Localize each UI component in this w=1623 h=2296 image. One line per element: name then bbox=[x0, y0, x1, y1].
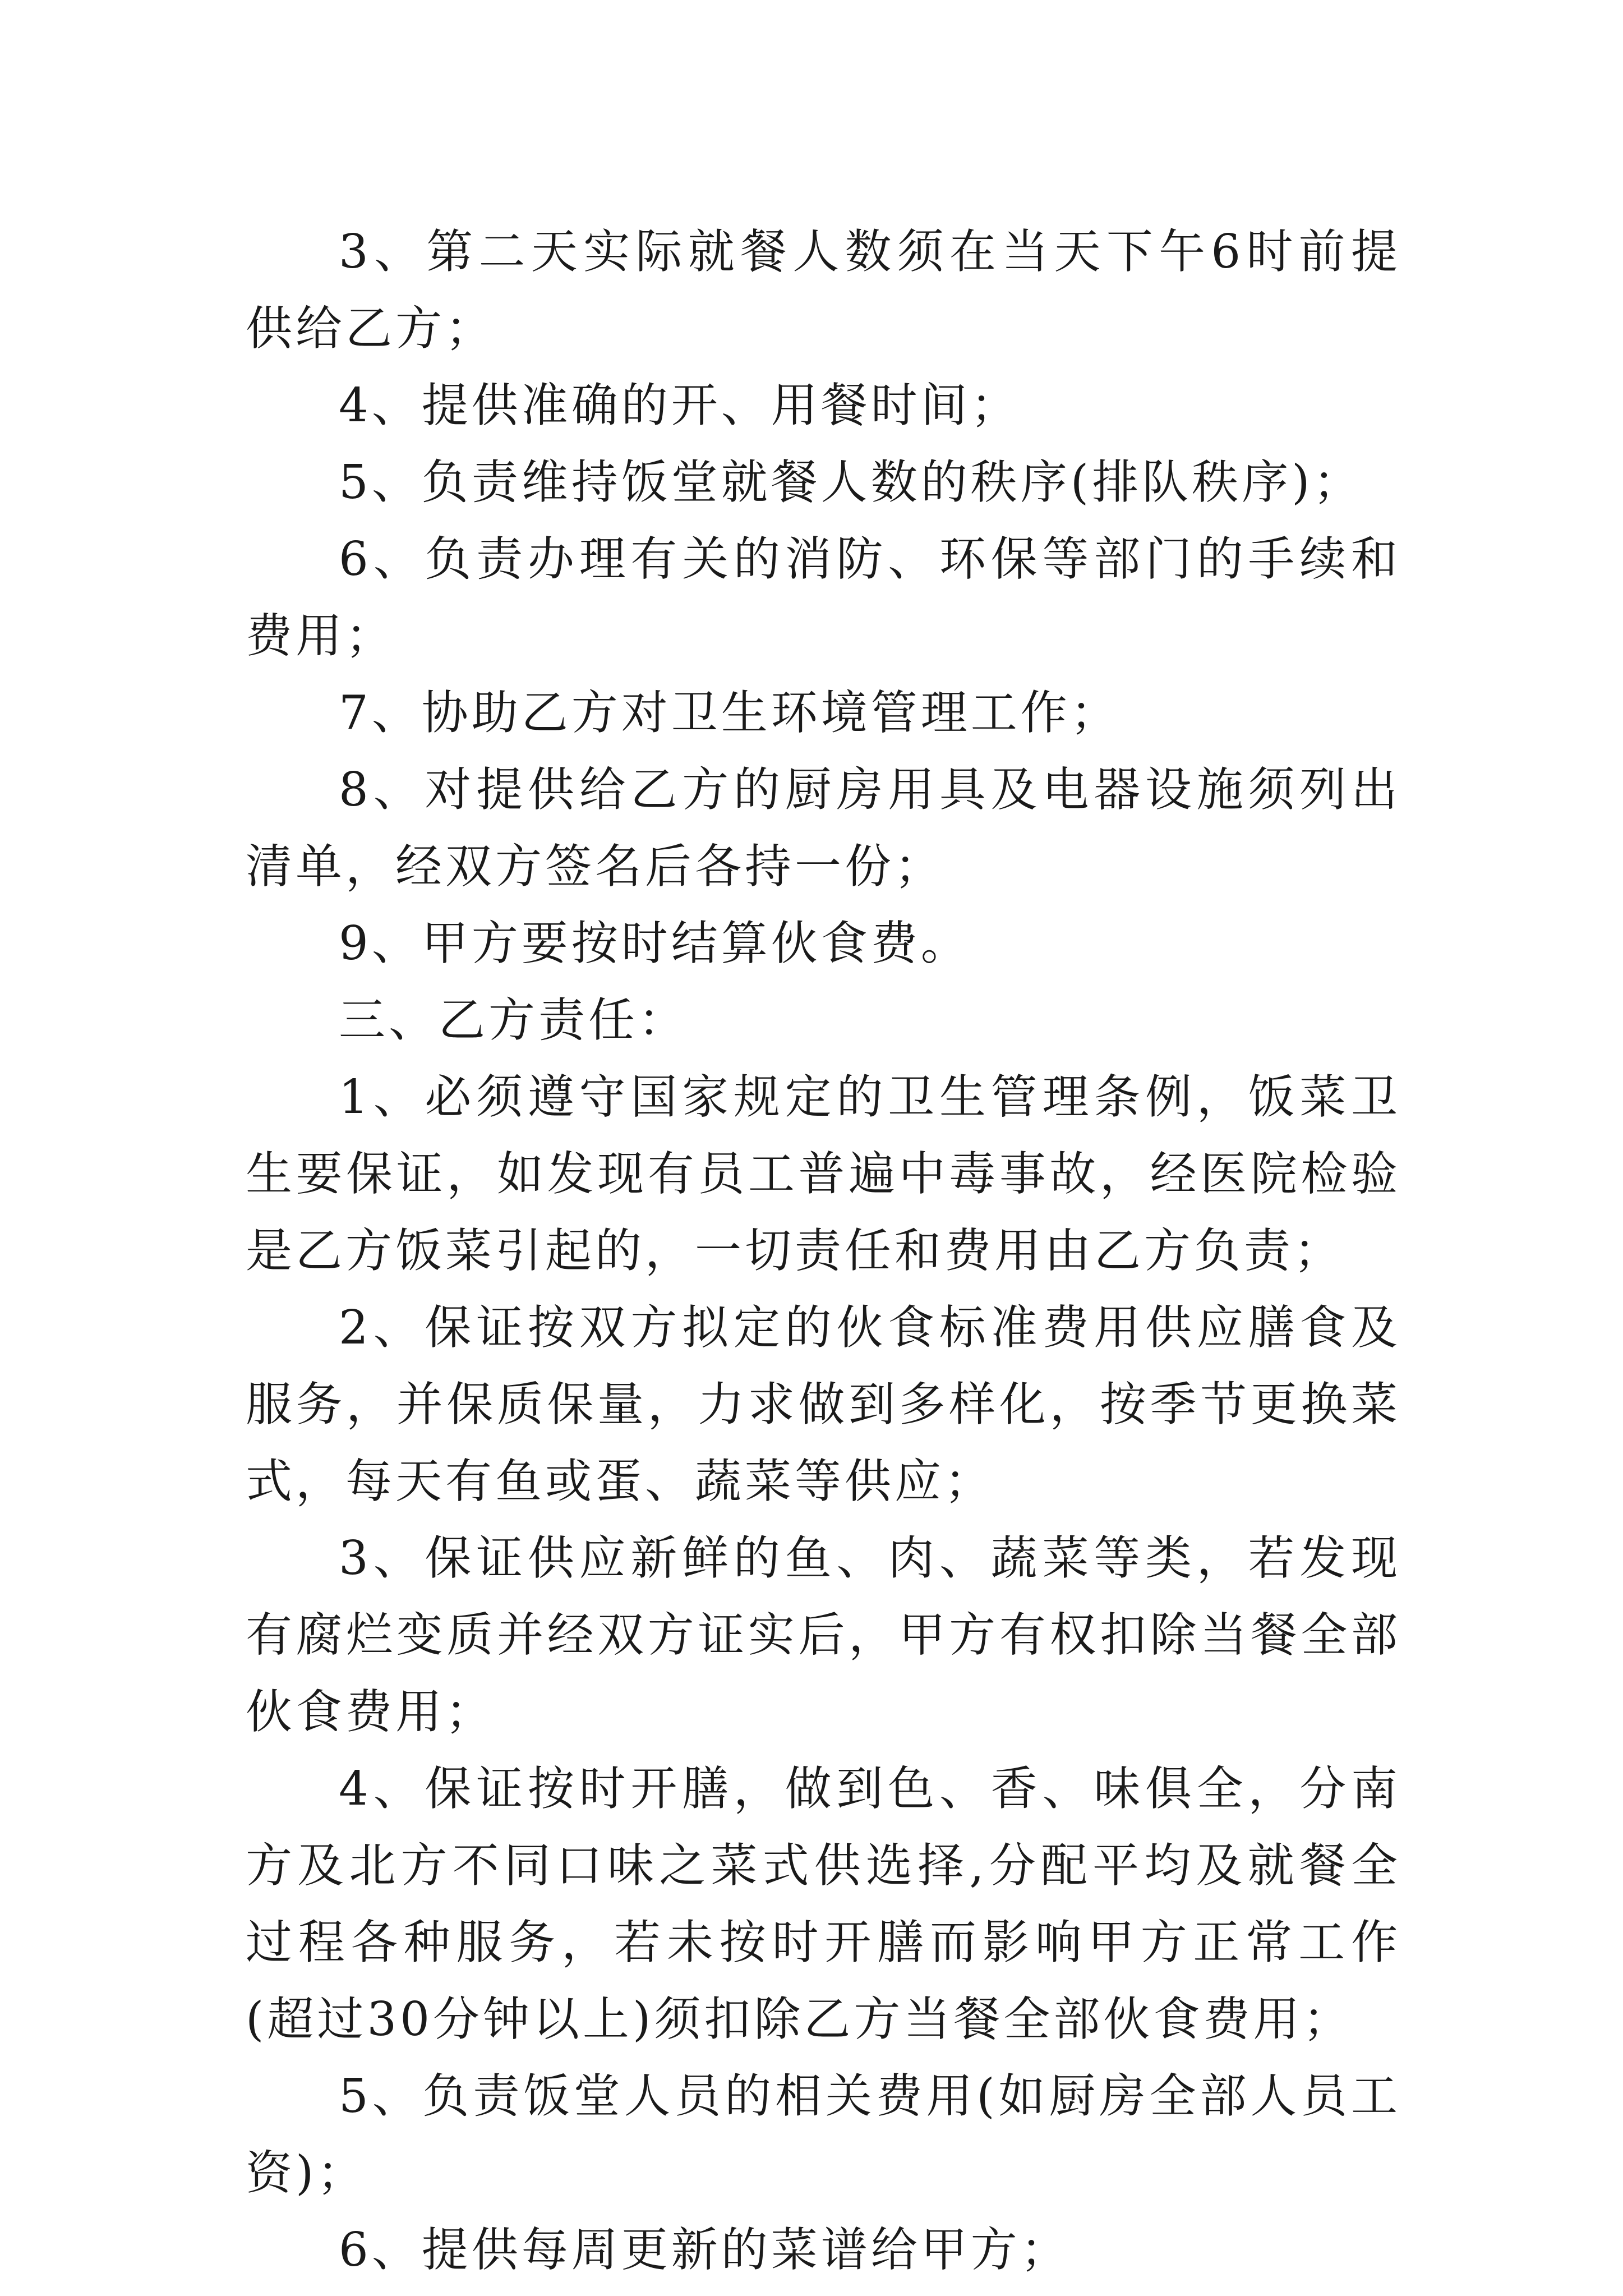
paragraph-b4-punctuality: 4、保证按时开膳，做到色、香、味俱全，分南方及北方不同口味之菜式供选择,分配平均及就餐全过程各种服务，若未按时开膳而影响甲方正常工作(超过30分钟以上)须扣除乙方当餐全部伙食费用； bbox=[246, 1761, 1401, 2046]
paragraph-9-settlement: 9、甲方要按时结算伙食费。 bbox=[339, 916, 971, 970]
paragraph-b1-hygiene: 1、必须遵守国家规定的卫生管理条例，饭菜卫生要保证，如发现有员工普遍中毒事故，经医院检验是乙方饭菜引起的，一切责任和费用由乙方负责； bbox=[246, 1070, 1401, 1278]
paragraph-3-meal-count: 3、第二天实际就餐人数须在当天下午6时前提供给乙方； bbox=[246, 224, 1401, 356]
section-heading-party-b: 三、乙方责任： bbox=[339, 993, 688, 1047]
paragraph-5-order: 5、负责维持饭堂就餐人数的秩序(排队秩序)； bbox=[339, 455, 1363, 509]
paragraph-4-meal-time: 4、提供准确的开、用餐时间； bbox=[339, 378, 1021, 432]
paragraph-b6-menu: 6、提供每周更新的菜谱给甲方； bbox=[339, 2223, 1071, 2277]
paragraph-8-equipment-list: 8、对提供给乙方的厨房用具及电器设施须列出清单，经双方签名后各持一份； bbox=[246, 762, 1401, 894]
paragraph-7-hygiene-assist: 7、协助乙方对卫生环境管理工作； bbox=[339, 685, 1121, 740]
paragraph-b2-standards: 2、保证按双方拟定的伙食标准费用供应膳食及服务，并保质保量，力求做到多样化，按季节更换菜式，每天有鱼或蛋、蔬菜等供应； bbox=[246, 1300, 1401, 1508]
document-body bbox=[246, 213, 1401, 2288]
paragraph-6-procedures: 6、负责办理有关的消防、环保等部门的手续和费用； bbox=[246, 532, 1401, 663]
paragraph-b3-freshness: 3、保证供应新鲜的鱼、肉、蔬菜等类，若发现有腐烂变质并经双方证实后，甲方有权扣除当餐全部伙食费用； bbox=[246, 1531, 1401, 1739]
paragraph-b5-staff-costs: 5、负责饭堂人员的相关费用(如厨房全部人员工资)； bbox=[246, 2069, 1401, 2200]
